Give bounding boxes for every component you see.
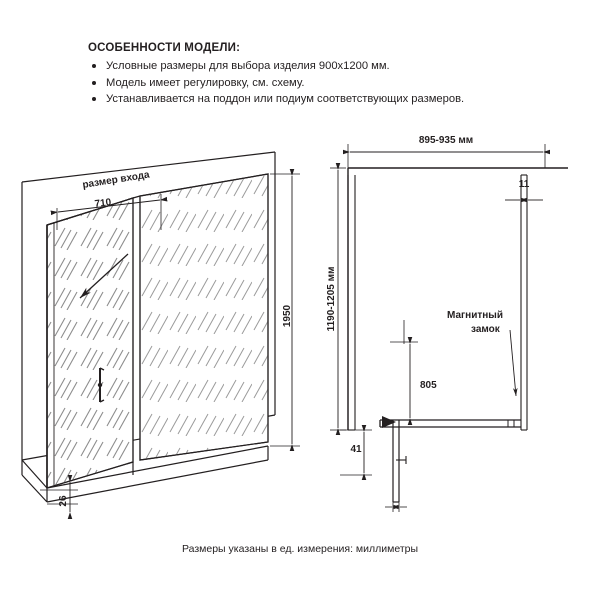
svg-text:Магнитный: Магнитный: [447, 310, 503, 321]
open-door-leaf: [393, 420, 399, 502]
right-plan-view: [326, 135, 568, 512]
list-item: Устанавливается на поддон или подиум соответствующих размеров.: [88, 91, 558, 108]
top-width-dimension: [348, 135, 545, 168]
svg-text:замок: замок: [471, 324, 500, 335]
plan-outline: [348, 168, 568, 430]
svg-text:805: 805: [420, 380, 437, 391]
left-perspective-view: [22, 152, 300, 512]
door-panel: [42, 192, 142, 497]
bottom-gap-dimension: [340, 430, 372, 475]
depth-dimension: [326, 168, 346, 430]
door-width-dimension: [390, 342, 437, 420]
latch-marks: [508, 420, 514, 427]
svg-text:1190-1205 мм: 1190-1205 мм: [326, 266, 337, 332]
svg-text:710: 710: [94, 197, 112, 210]
drawings-svg: [0, 130, 600, 550]
svg-text:895-935 мм: 895-935 мм: [418, 135, 474, 146]
svg-text:1950: 1950: [282, 304, 293, 328]
side-wall-profile: [521, 175, 527, 430]
hinge-pivot-icon: [382, 416, 396, 428]
list-item: Модель имеет регулировку, см. схему.: [88, 75, 558, 92]
svg-text:26: 26: [58, 495, 69, 507]
units-note: Размеры указаны в ед. измерения: миллиметры: [181, 543, 419, 555]
door-jamb-profile: [348, 175, 355, 430]
svg-text:11: 11: [518, 179, 530, 190]
fixed-glass-panel: [135, 170, 275, 470]
features-list: [88, 58, 558, 108]
plan-bottom-rail: [380, 420, 521, 427]
list-item: Условные размеры для выбора изделия 900x1200 мм.: [88, 58, 558, 75]
plan-door-handle-icon: [396, 456, 406, 464]
profile-thickness-dimension: [505, 179, 543, 208]
features-block: [88, 42, 558, 108]
leaf-extension-lines: [385, 502, 407, 512]
entrance-size-label: размер входа: [81, 169, 151, 191]
magnetic-lock-callout: [447, 310, 516, 396]
technical-drawings: [0, 130, 600, 550]
features-title: ОСОБЕННОСТИ МОДЕЛИ:: [88, 42, 241, 54]
svg-text:41: 41: [350, 444, 362, 455]
